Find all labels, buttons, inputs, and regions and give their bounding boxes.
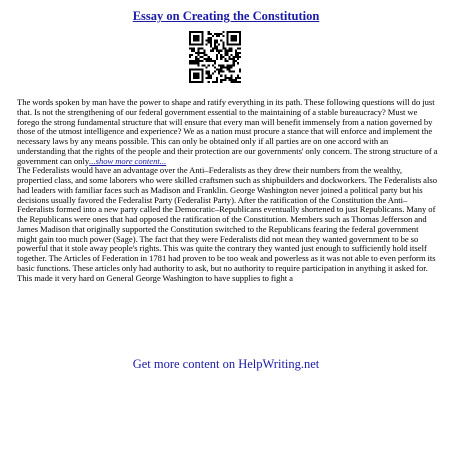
essay-body xyxy=(17,98,438,283)
get-more-content-link[interactable]: Get more content on HelpWriting.net xyxy=(132,357,320,371)
show-more-link[interactable]: ...show more content... xyxy=(89,155,167,166)
qr-code-icon xyxy=(189,31,241,83)
document-title-link[interactable]: Essay on Creating the Constitution xyxy=(132,9,320,23)
essay-paragraph-1: The words spoken by man have the power to shape and ratify everything in its path. These following questions will do just that. Is not the strengthening of our federal government essential to the maintaining of a stable bureaucracy? Must we forego the strong fundamental structure that will ensure that every man will benefit immensely from a nation governed by those of the utmost intelligence and experience? We as a nation must procure a stance that will enforce and implement the necessary laws by any means possible. This can only be obtained only if all parties are on one accord with an understanding that the rights of the people and their protection are our governments' only concern. The strong structure of a government can only...show more content... xyxy=(17,97,438,166)
essay-paragraph-2: The Federalists would have an advantage over the Anti–Federalists as they drew their numbers from the wealthy, propertied class, and some laborers who were skilled craftsmen such as shipbuilders and dockworkers. The Federalists also had leaders with familiar faces such as Madison and Franklin. George Washington never joined a political party but his decisions usually favored the Federalist Party (Federalist Party). After the ratification of the Constitution the Anti–Federalists formed into a new party called the Democratic–Republicans eventually shortened to just Republicans. Many of the Republicans were ones that had opposed the ratification of the Constitution. Members such as Thomas Jefferson and James Madison that originally supported the Constitution switched to the Republicans fearing the federal government might gain too much power (Sage). The fact that they were Federalists did not mean they wanted government to be so powerful that it stole away people's rights. This was quite the contrary they wanted just enough to sufficiently hold itself together. The Articles of Federation in 1781 had proven to be too weak and powerless as it was not able to even perform its basic functions. These articles only had authority to ask, but no authority to require participation in anything it asked for. This made it very hard on General George Washington to have supplies to fight a xyxy=(17,165,438,283)
